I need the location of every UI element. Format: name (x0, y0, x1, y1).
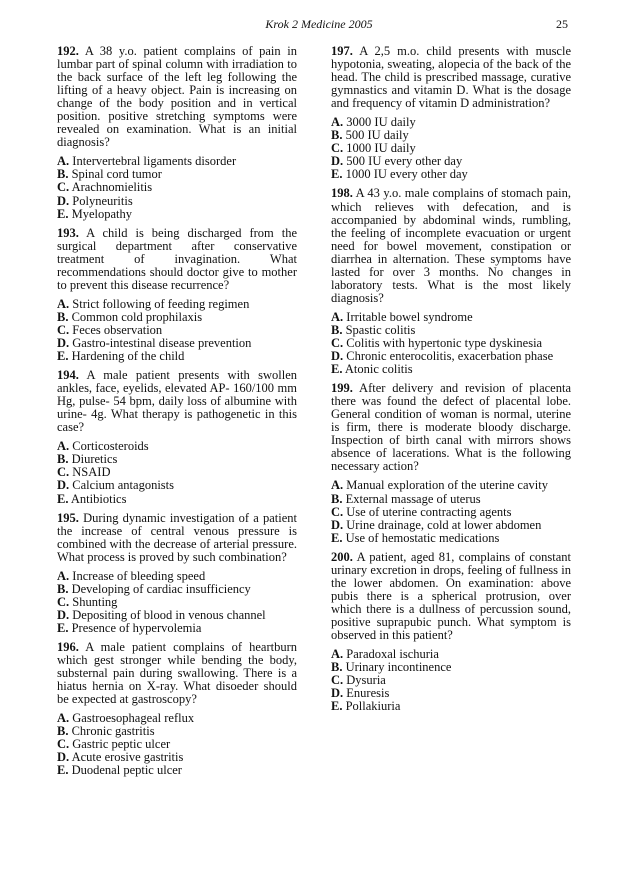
option-text: NSAID (72, 465, 111, 480)
question-number: 193. (57, 225, 79, 240)
question-block (331, 382, 571, 545)
option-text: Enuresis (346, 686, 390, 701)
option-text: 3000 IU daily (346, 115, 416, 130)
option-letter: B. (331, 322, 343, 337)
option-letter: C. (57, 737, 70, 752)
question-number: 195. (57, 510, 79, 525)
option-text: Dysuria (346, 673, 386, 688)
option-letter: A. (331, 478, 344, 493)
option-text: Gastro-intestinal disease prevention (72, 335, 252, 350)
option-letter: C. (57, 180, 70, 195)
option-letter: E. (57, 206, 69, 221)
option-letter: A. (57, 568, 70, 583)
answer-option (57, 764, 297, 777)
option-letter: E. (57, 620, 69, 635)
option-text: Corticosteroids (72, 439, 149, 454)
option-text: Duodenal peptic ulcer (71, 763, 182, 778)
option-text: Manual exploration of the uterine cavity (346, 478, 548, 493)
option-text: Gastric peptic ulcer (72, 737, 171, 752)
option-text: Chronic gastritis (71, 724, 155, 739)
question-stem (331, 45, 571, 110)
option-text: Myelopathy (71, 206, 133, 221)
option-letter: C. (331, 673, 344, 688)
option-text: Irritable bowel syndrome (346, 309, 473, 324)
option-letter: E. (331, 362, 343, 377)
option-text: Calcium antagonists (72, 478, 175, 493)
page-number: 25 (556, 17, 568, 31)
option-text: Presence of hypervolemia (71, 620, 202, 635)
option-letter: A. (57, 296, 70, 311)
option-letter: C. (331, 335, 344, 350)
option-letter: D. (57, 750, 70, 765)
option-text: 500 IU every other day (346, 154, 463, 169)
option-letter: B. (331, 491, 343, 506)
question-block (57, 227, 297, 363)
question-text: A child is being discharged from the surgical department after conservative treatment of invagination. What recommendations should doctor give to mother to prevent this disease recurrence? (57, 225, 297, 292)
option-text: Depositing of blood in venous channel (72, 607, 266, 622)
right-column (331, 45, 571, 719)
option-text: Feces observation (72, 322, 163, 337)
question-number: 198. (331, 186, 353, 201)
option-text: Pollakiuria (345, 699, 401, 714)
question-number: 196. (57, 639, 79, 654)
question-text: A 43 y.o. male complains of stomach pain, which relieves with defecation, and is accompanied by abdominal winds, rumbling, the feeling of incomplete evacuation or urgent need for bowel movement, constipation or diarrhea in alternation. These symptoms have lasted for over 3 months. No changes in laboratory tests. What is the most likely diagnosis? (331, 186, 571, 305)
option-letter: E. (331, 167, 343, 182)
option-text: 1000 IU daily (346, 141, 416, 156)
option-text: Atonic colitis (344, 362, 413, 377)
question-block (57, 369, 297, 505)
question-text: A male patient presents with swollen ankles, face, eyelids, elevated AP- 160/100 mm Hg, pulse- 54 bpm, daily loss of albumine with urine- 4g. What therapy is pathogenetic in this case? (57, 368, 298, 435)
option-text: Intervertebral ligaments disorder (72, 154, 237, 169)
answer-option (57, 208, 297, 221)
answer-option (331, 532, 571, 545)
option-text: Increase of bleeding speed (72, 568, 206, 583)
question-number: 199. (331, 381, 353, 396)
option-text: Chronic enterocolitis, exacerbation phase (346, 349, 554, 364)
option-text: Developing of cardiac insufficiency (71, 581, 251, 596)
option-letter: A. (331, 647, 344, 662)
question-text: During dynamic investigation of a patient the increase of central venous pressure is combined with the decrease of arterial pressure. What process is proved by such combination? (57, 510, 297, 564)
option-letter: A. (57, 154, 70, 169)
option-letter: A. (331, 115, 344, 130)
option-text: Arachnomielitis (71, 180, 153, 195)
option-text: Acute erosive gastritis (71, 750, 184, 765)
question-text: A male patient complains of heartburn which gest stronger while bending the body, substernal pain during swallowing. There is a hiatus hernia on X-ray. What disoeder should be expected at gastroscopy? (57, 639, 297, 707)
option-letter: D. (331, 154, 344, 169)
question-number: 200. (331, 549, 353, 564)
option-text: 500 IU daily (345, 128, 409, 143)
option-letter: A. (331, 309, 344, 324)
option-letter: E. (57, 763, 69, 778)
question-stem (331, 187, 571, 304)
question-block (57, 641, 297, 777)
question-text: After delivery and revision of placenta there was found the defect of placental lobe. General condition of woman is normal, uterine is firm, there is moderate bloody discharge. Inspection of birth canal with mirrors shows absence of lacerations. What is the following necessary action? (331, 381, 572, 474)
option-text: Diuretics (71, 452, 118, 467)
option-text: Colitis with hypertonic type dyskinesia (346, 335, 543, 350)
option-letter: D. (331, 517, 344, 532)
question-stem (331, 551, 571, 642)
question-number: 192. (57, 44, 79, 58)
option-letter: B. (57, 452, 69, 467)
option-letter: E. (57, 349, 69, 364)
option-letter: B. (57, 581, 69, 596)
option-letter: E. (331, 699, 343, 714)
option-text: Hardening of the child (71, 349, 185, 364)
question-block (57, 512, 297, 635)
left-column (57, 45, 297, 783)
question-stem (57, 45, 297, 149)
option-text: Spinal cord tumor (71, 167, 162, 182)
option-text: Shunting (72, 594, 118, 609)
question-stem (331, 382, 571, 473)
option-letter: B. (331, 660, 343, 675)
question-block (331, 45, 571, 181)
option-text: Urine drainage, cold at lower abdomen (346, 517, 542, 532)
answer-option (331, 168, 571, 181)
option-text: Use of hemostatic medications (345, 530, 500, 545)
answer-option (57, 493, 297, 506)
option-letter: B. (57, 309, 69, 324)
option-text: External massage of uterus (345, 491, 481, 506)
option-text: Polyneuritis (72, 193, 133, 208)
question-block (331, 551, 571, 714)
option-text: Common cold prophilaxis (71, 309, 203, 324)
question-stem (57, 369, 297, 434)
option-letter: D. (57, 478, 70, 493)
option-text: Use of uterine contracting agents (346, 504, 512, 519)
question-text: A 38 y.o. patient complains of pain in lumbar part of spinal column with irradiation to the back surface of the left leg following the lifting of a heavy object. Pain is increasing on change of the body position and in vertical position. positive stretching symptoms were revealed on examination. What is an initial diagnosis? (57, 44, 298, 150)
option-text: Antibiotics (70, 491, 127, 506)
option-letter: C. (331, 141, 344, 156)
answer-option (331, 700, 571, 713)
option-letter: C. (57, 465, 70, 480)
option-letter: A. (57, 439, 70, 454)
question-number: 197. (331, 44, 353, 58)
question-block (57, 45, 297, 221)
answer-option (57, 350, 297, 363)
question-stem (57, 641, 297, 706)
answer-option (57, 622, 297, 635)
question-text: A patient, aged 81, complains of constant urinary excretion in drops, feeling of fullness in the lower abdomen. On examination: above pubis there is a spherical protrusion, over which there is a dullness of percussion sound, positive suprapubic punch. What symptom is observed in this patient? (331, 549, 572, 642)
option-letter: B. (57, 167, 69, 182)
option-letter: C. (57, 594, 70, 609)
option-letter: D. (57, 335, 70, 350)
option-letter: B. (331, 128, 343, 143)
running-header-title: Krok 2 Medicine 2005 (265, 17, 373, 31)
option-letter: D. (331, 686, 344, 701)
option-text: Strict following of feeding regimen (72, 296, 250, 311)
option-letter: E. (57, 491, 69, 506)
option-letter: D. (331, 349, 344, 364)
question-stem (57, 227, 297, 292)
option-letter: E. (331, 530, 343, 545)
question-text: A 2,5 m.o. child presents with muscle hypotonia, sweating, alopecia of the back of the head. The child is prescribed massage, curative gymnastics and vitamin D. What is the dosage and frequency of vitamin D administration? (331, 44, 571, 111)
option-letter: D. (57, 607, 70, 622)
option-text: 1000 IU every other day (345, 167, 468, 182)
option-letter: C. (57, 322, 70, 337)
answer-option (331, 363, 571, 376)
option-letter: C. (331, 504, 344, 519)
question-block (331, 187, 571, 376)
option-letter: B. (57, 724, 69, 739)
option-text: Paradoxal ischuria (346, 647, 439, 662)
question-number: 194. (57, 368, 79, 383)
option-letter: D. (57, 193, 70, 208)
option-text: Gastroesophageal reflux (72, 711, 195, 726)
question-stem (57, 512, 297, 564)
option-letter: A. (57, 711, 70, 726)
option-text: Urinary incontinence (345, 660, 452, 675)
option-text: Spastic colitis (345, 322, 416, 337)
